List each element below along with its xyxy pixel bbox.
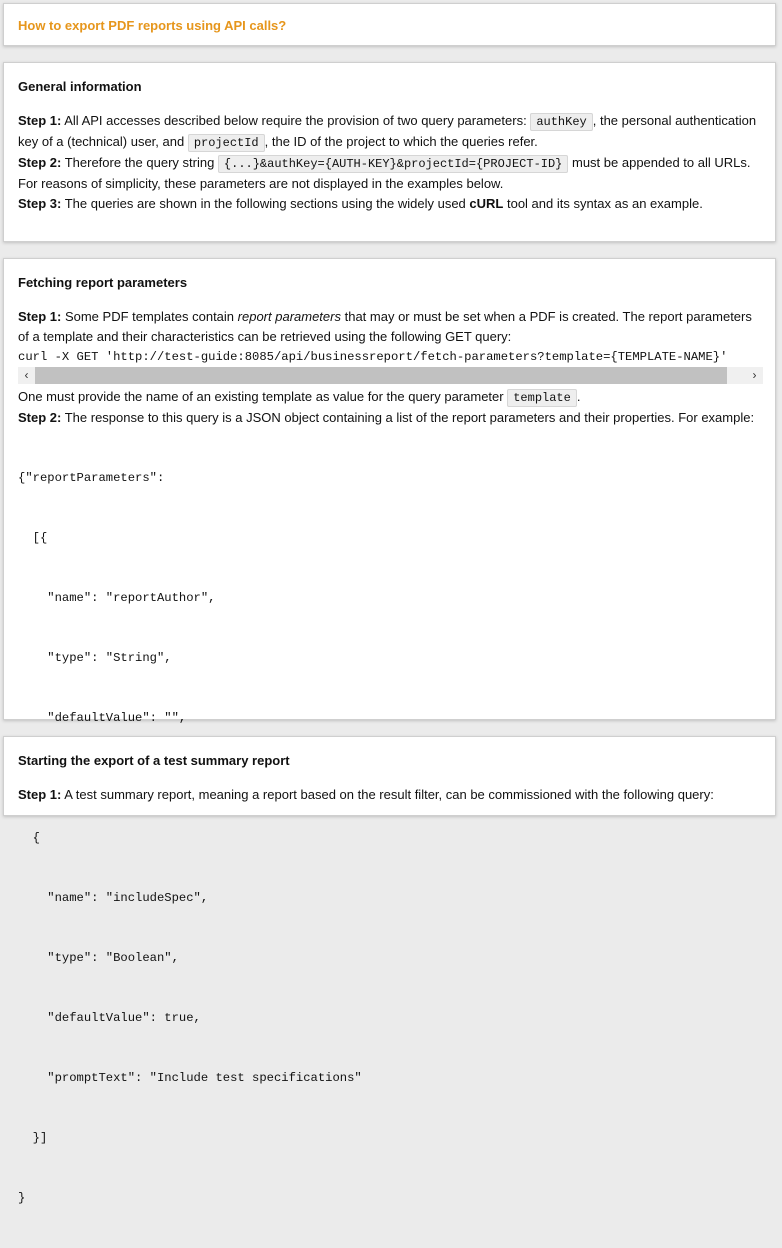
text: tool and its syntax as an example. <box>503 196 703 211</box>
json-line: [{ <box>18 531 48 545</box>
json-line: "defaultValue": true, <box>18 1011 201 1025</box>
text: that may or must be set when a PDF is created. The report parameters of a template and their characteristics can be retrieved using the following GET query: <box>18 309 752 344</box>
curl-bold: cURL <box>469 196 504 211</box>
step-label: Step 1: <box>18 787 62 802</box>
json-line: "defaultValue": "", <box>18 711 187 725</box>
json-line: }] <box>18 1131 48 1145</box>
step-label: Step 3: <box>18 196 62 211</box>
text: One must provide the name of an existing template as value for the query parameter <box>18 389 508 404</box>
starting-step1 <box>18 785 761 805</box>
text: , the personal authentication key of a (technical) user, and <box>18 113 757 149</box>
text: Therefore the query string <box>61 155 218 170</box>
text: The queries are shown in the following sections using the widely used <box>61 196 470 211</box>
fetching-step2 <box>18 408 761 428</box>
text: The response to this query is a JSON object containing a list of the report parameters and their properties. For example: <box>61 410 755 425</box>
general-information-panel <box>3 62 776 242</box>
curl-code-block[interactable]: curl -X GET 'http://test-guide:8085/api/businessreport/fetch-parameters?template={TEMPLATE-NAME}' <box>18 350 728 364</box>
step-label: Step 2: <box>18 410 62 425</box>
text: A test summary report, meaning a report based on the result filter, can be commissioned with the following query: <box>61 787 714 802</box>
text: . <box>576 389 581 404</box>
text: , the ID of the project to which the queries refer. <box>264 134 538 149</box>
json-line: { <box>18 831 40 845</box>
step-label: Step 2: <box>18 155 62 170</box>
json-line: "type": "String", <box>18 651 172 665</box>
text: must be appended to all URLs. For reasons of simplicity, these parameters are not displayed in the examples below. <box>18 155 751 191</box>
horizontal-scrollbar[interactable] <box>18 367 763 384</box>
project-id-code: projectId <box>188 134 265 152</box>
json-line: "name": "includeSpec", <box>18 891 209 905</box>
fetching-heading: Fetching report parameters <box>18 275 188 290</box>
general-step2 <box>18 153 761 194</box>
json-line: {"reportParameters": <box>18 471 165 485</box>
fetching-step1 <box>18 307 761 347</box>
text: All API accesses described below require the provision of two query parameters: <box>61 113 531 128</box>
json-line: "type": "Boolean", <box>18 951 179 965</box>
scroll-right-icon[interactable]: › <box>752 368 757 382</box>
json-line: } <box>18 1191 26 1205</box>
auth-key-code: authKey <box>530 113 592 131</box>
text: Some PDF templates contain <box>61 309 238 324</box>
json-line: "promptText": "Include test specifications" <box>18 1071 362 1085</box>
scrollbar-thumb[interactable] <box>35 367 727 384</box>
json-line: "name": "reportAuthor", <box>18 591 216 605</box>
title-panel <box>3 3 776 46</box>
scroll-left-icon[interactable]: ‹ <box>24 368 29 382</box>
step-label: Step 1: <box>18 309 62 324</box>
italic-text: report parameters <box>237 309 341 324</box>
query-string-code: {...}&authKey={AUTH-KEY}&projectId={PROJECT-ID} <box>218 155 568 173</box>
page-title[interactable]: How to export PDF reports using API calls? <box>18 18 287 33</box>
template-note <box>18 387 761 408</box>
step-label: Step 1: <box>18 113 62 128</box>
starting-heading: Starting the export of a test summary report <box>18 753 290 768</box>
template-code: template <box>507 389 577 407</box>
general-heading: General information <box>18 79 142 94</box>
json-example <box>18 428 761 1248</box>
general-step3 <box>18 194 761 214</box>
general-step1 <box>18 111 761 153</box>
starting-export-panel <box>3 736 776 816</box>
